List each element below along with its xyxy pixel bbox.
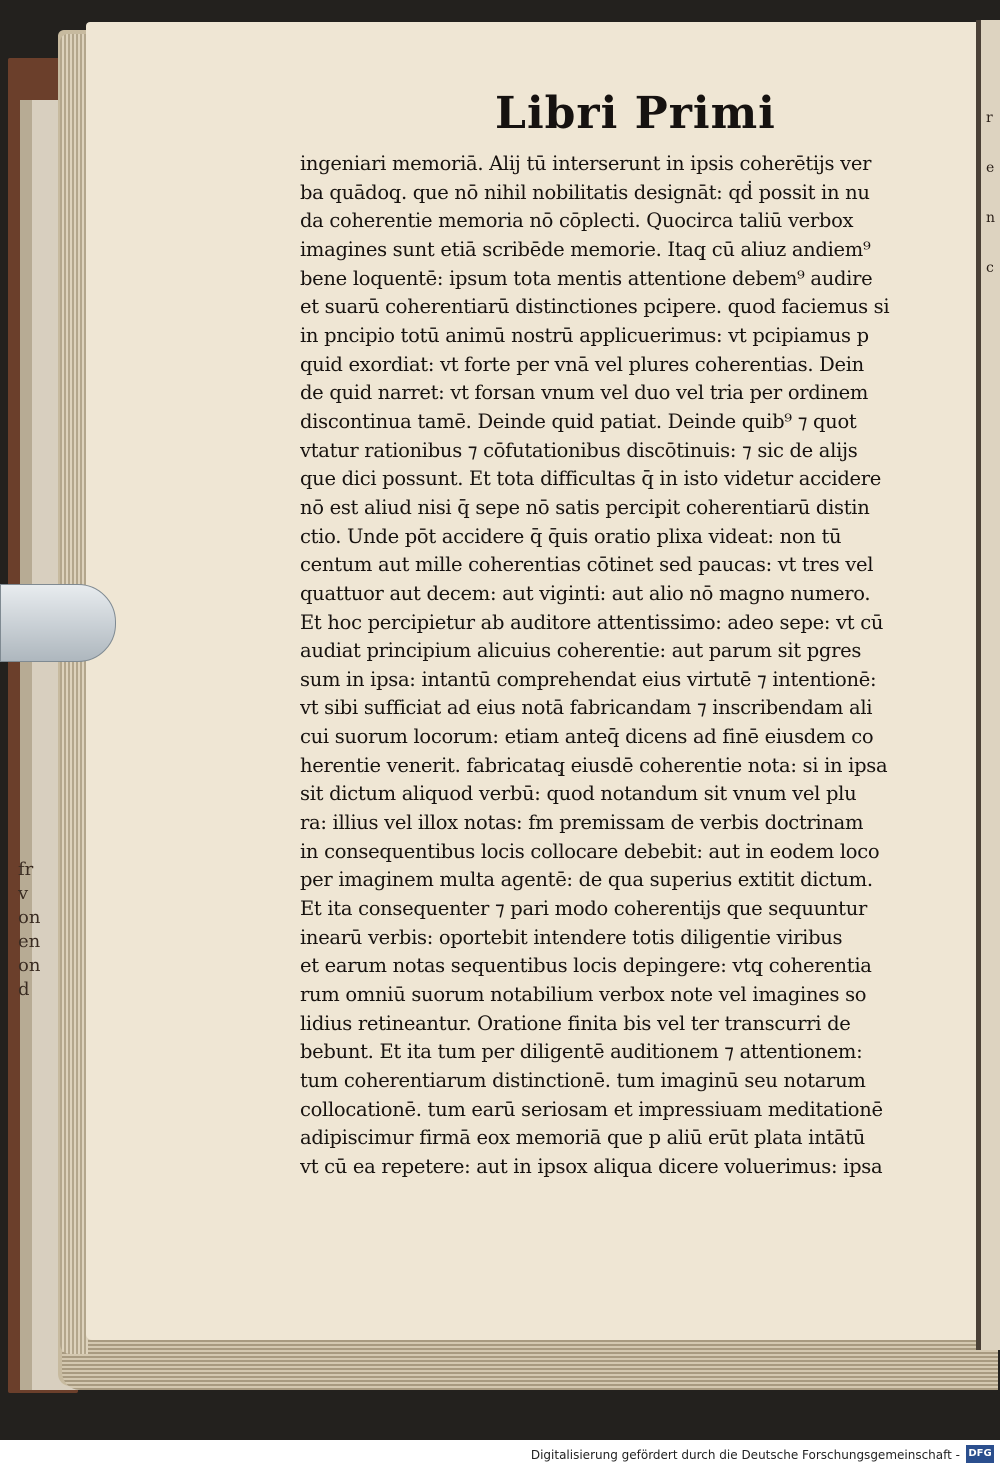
text-line: quattuor aut decem: aut viginti: aut alio nō magno numero. — [300, 581, 871, 605]
facing-leaf — [976, 20, 1000, 1350]
fragment-text: d — [18, 979, 30, 1000]
text-line: ingeniari memoriā. Alij tū interserunt in ipsis coherētijs ver — [300, 152, 872, 175]
text-line: vt sibi sufficiat ad eius notā fabricandam ⁊ inscribendam ali — [300, 696, 873, 720]
funding-credit: Digitalisierung gefördert durch die Deutsche Forschungsgemeinschaft - — [530, 1448, 960, 1462]
text-line: Et hoc percipietur ab auditore attentissimo: adeo sepe: vt cū — [300, 610, 884, 634]
text-line: nō est aliud nisi q̄ sepe nō satis percipit coherentiarū distin — [300, 495, 870, 519]
fragment-text: en — [18, 931, 41, 952]
body-text — [300, 150, 920, 1182]
text-line: lidius retineantur. Oratione finita bis vel ter transcurri de — [300, 1011, 851, 1035]
text-line: ctio. Unde pōt accidere q̄ q̄uis oratio plixa videat: non tū — [300, 524, 842, 548]
fragment-text: fr — [18, 859, 34, 880]
text-line: bebunt. Et ita tum per diligentē auditionem ⁊ attentionem: — [300, 1040, 863, 1064]
text-line: centum aut mille coherentias cōtinet sed paucas: vt tres vel — [300, 553, 874, 577]
text-line: vtatur rationibus ⁊ cōfutationibus discōtinuis: ⁊ sic de alijs — [300, 438, 858, 462]
text-line: in consequentibus locis collocare debebit: aut in eodem loco — [300, 839, 880, 863]
text-line: da coherentie memoria nō cōplecti. Quocirca taliū verbox — [300, 209, 854, 233]
fragment-text: n — [986, 210, 996, 226]
text-line: in pncipio totū animū nostrū applicuerimus: vt pcipiamus p — [300, 323, 869, 347]
text-line: vt cū ea repetere: aut in ipsox aliqua dicere voluerimus: ipsa — [300, 1154, 883, 1178]
footer-bar — [0, 1440, 1000, 1469]
text-line: de quid narret: vt forsan vnum vel duo vel tria per ordinem — [300, 381, 869, 405]
fragment-text: e — [986, 160, 995, 176]
text-line: et earum notas sequentibus locis depingere: vtq̧ coherentia — [300, 954, 872, 978]
fragment-text: r — [986, 110, 993, 126]
fragment-text: on — [18, 955, 41, 976]
text-line: tum coherentiarum distinctionē. tum imaginū seu notarum — [300, 1069, 866, 1092]
fragment-text: v — [18, 883, 29, 904]
fragment-text: on — [18, 907, 41, 928]
page-clip — [0, 584, 116, 662]
text-line: sit dictum aliquod verbū: quod notandum sit vnum vel plu — [300, 782, 857, 806]
fragment-text: c — [986, 260, 994, 276]
text-line: herentie venerit. fabricataq̧ eiusdē coherentie nota: si in ipsa — [300, 753, 888, 777]
text-line: discontinua tamē. Deinde quid patiat. Deinde quib⁹ ⁊ quot — [300, 409, 857, 433]
text-line: adipiscimur firmā eox memoriā que p aliū erūt plata intātū — [300, 1126, 866, 1150]
running-head: Libri Primi — [495, 88, 776, 139]
text-line: rum omniū suorum notabilium verbox note vel imagines so — [300, 983, 867, 1007]
text-line: quid exordiat: vt forte per vnā vel plures coherentias. Dein — [300, 352, 864, 376]
text-line: ba quādoq̧. que nō nihil nobilitatis designāt: qḋ possit in nu — [300, 180, 870, 204]
dfg-logo[interactable]: DFG — [966, 1445, 994, 1463]
text-line: per imaginem multa agentē: de qua superius extitit dictum. — [300, 868, 873, 892]
text-line: audiat principium alicuius coherentie: aut parum sit pgres — [300, 639, 862, 663]
text-line: cui suorum locorum: etiam anteq̄ dicens ad finē eiusdem co — [300, 725, 874, 749]
text-line: que dici possunt. Et tota difficultas q̄ in isto videtur accidere — [300, 467, 881, 491]
text-line: inearū verbis: oportebit intendere totis diligentie viribus — [300, 925, 843, 949]
page-edges-left — [60, 34, 88, 1354]
text-line: sum in ipsa: intantū comprehendat eius virtutē ⁊ intentionē: — [300, 667, 877, 691]
text-line: bene loquentē: ipsum tota mentis attentione debem⁹ audire — [300, 266, 873, 290]
text-line: ra: illius vel illox notas: fm premissam de verbis doctrinam — [300, 811, 864, 835]
text-line: Et ita consequenter ⁊ pari modo coherentijs que sequuntur — [300, 897, 867, 921]
text-line: et suarū coherentiarū distinctiones pcipere. quod faciemus si — [300, 295, 890, 319]
text-line: imagines sunt etiā scribēde memorie. Itaq̧ cū aliuz andiem⁹ — [300, 237, 871, 261]
text-line: collocationē. tum earū seriosam et impressiuam meditationē — [300, 1097, 883, 1121]
